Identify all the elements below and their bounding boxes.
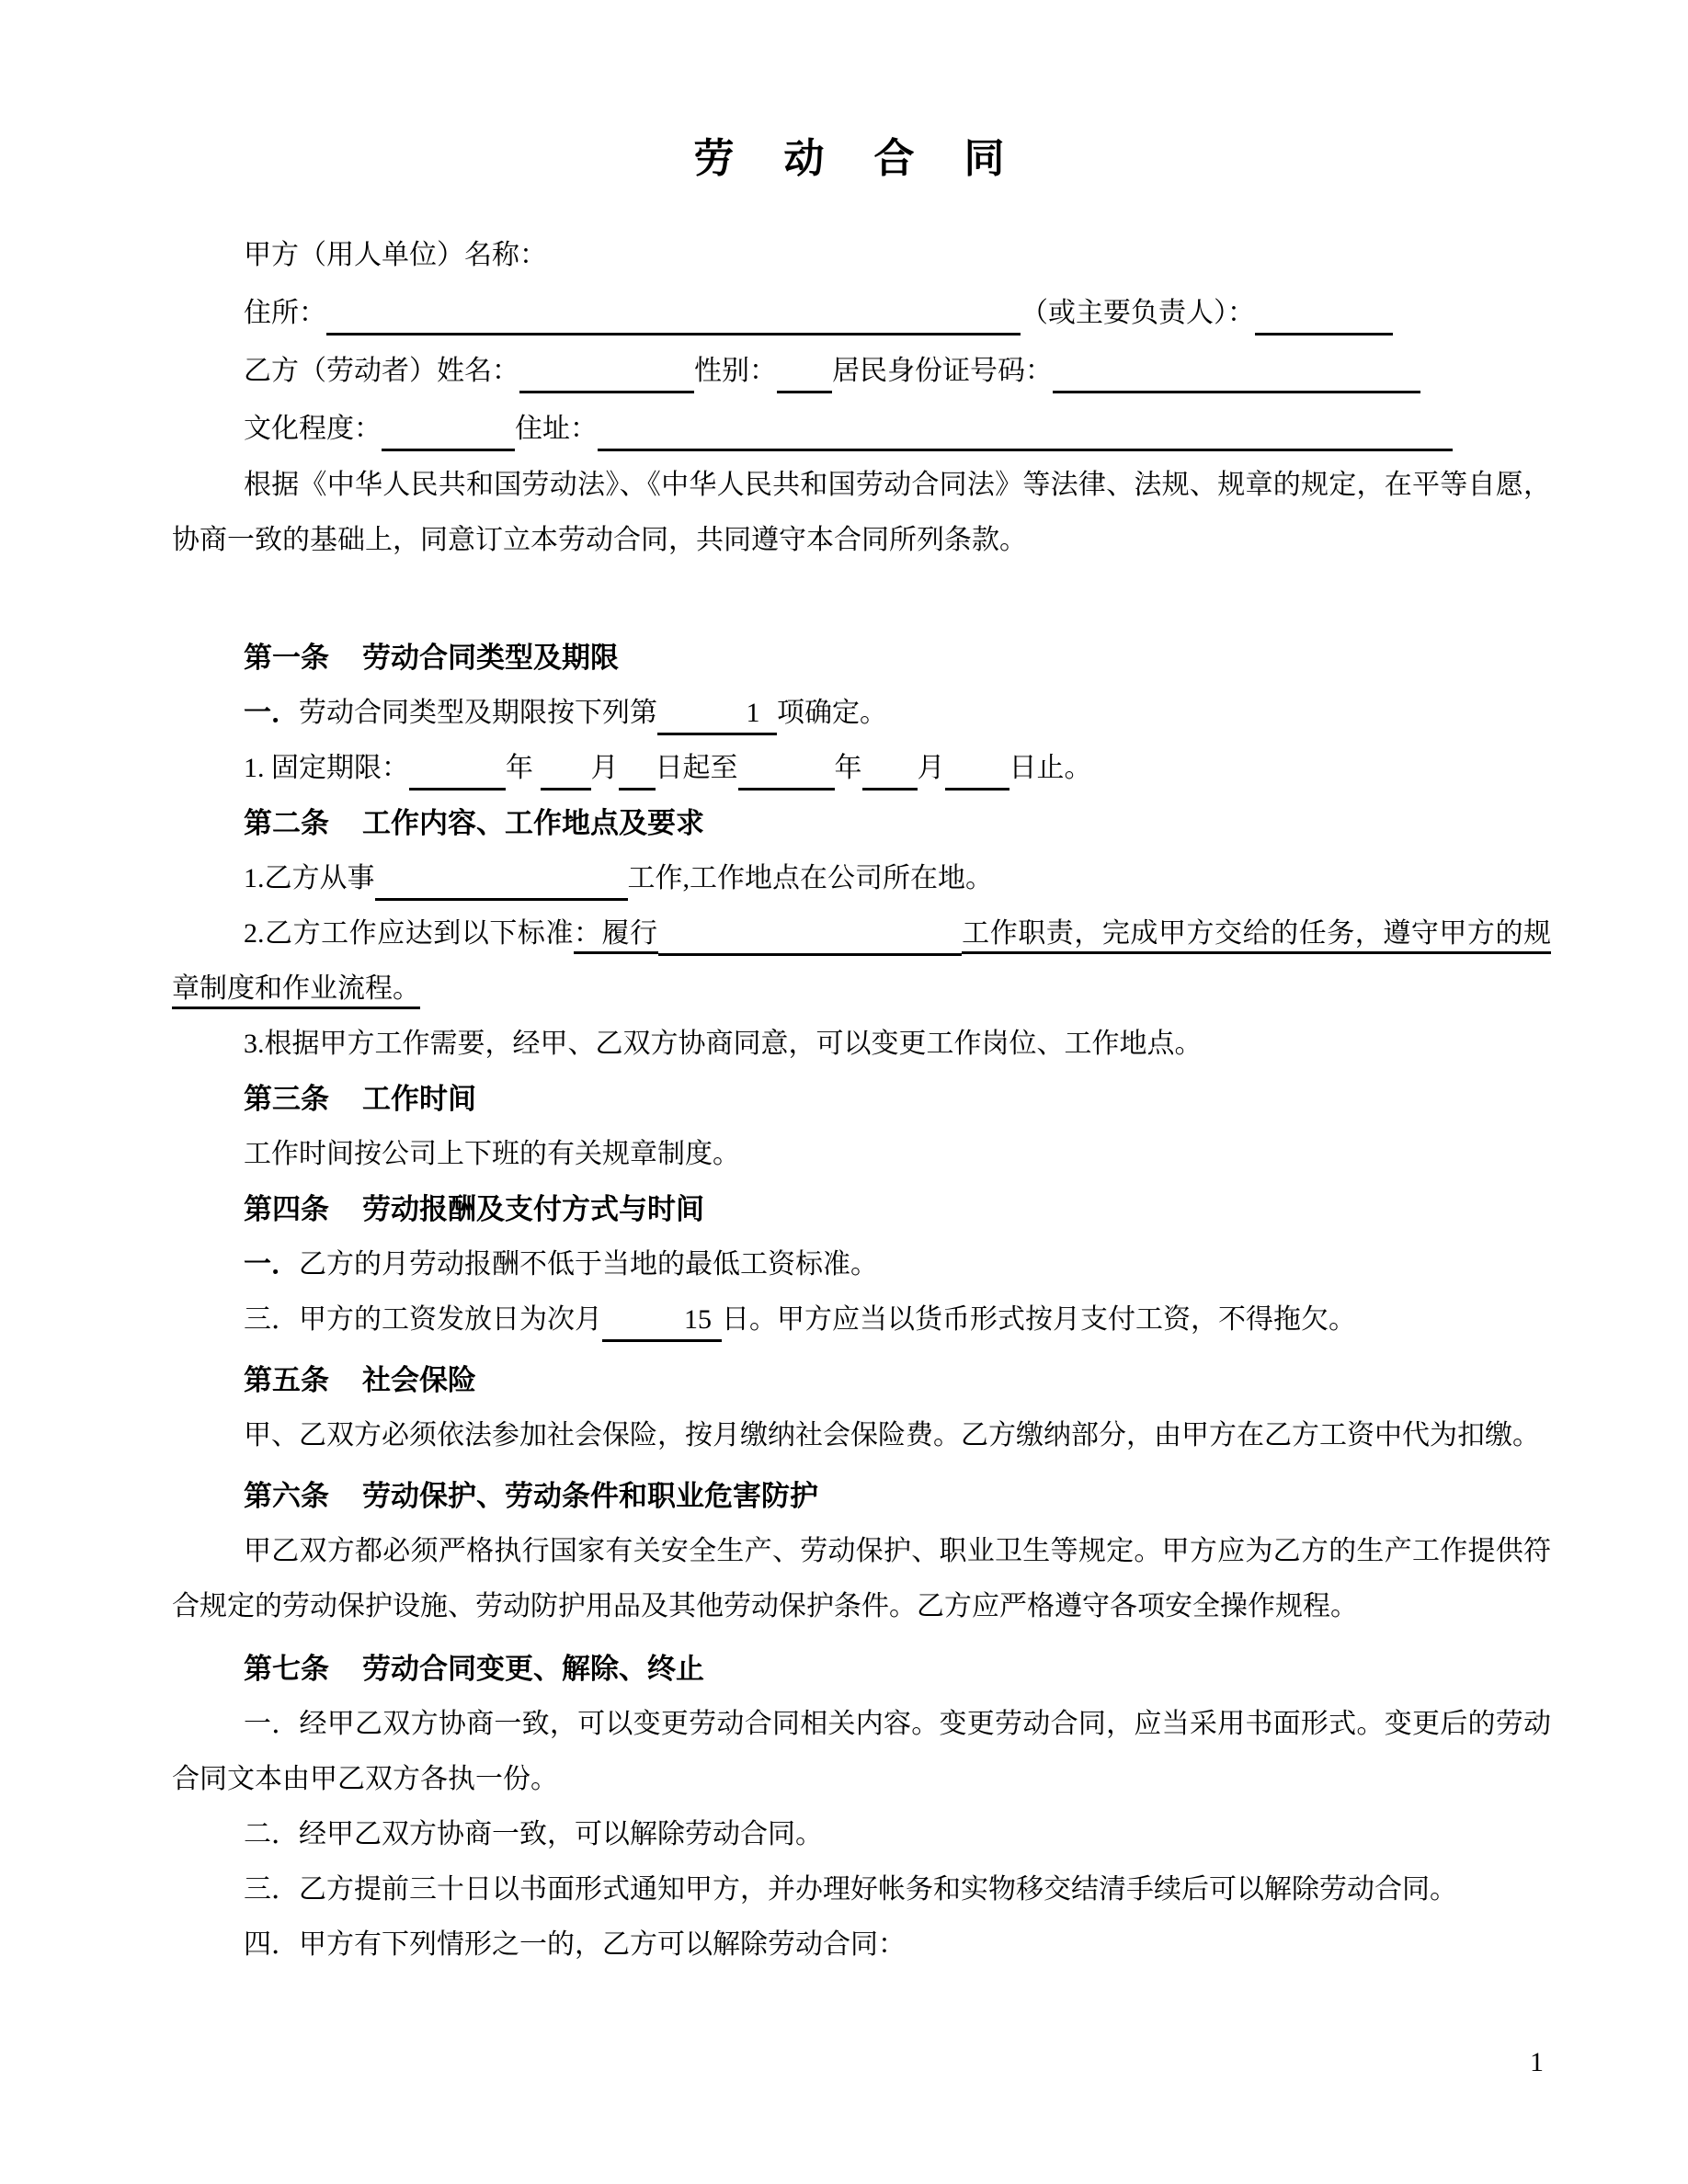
clause-4-heading xyxy=(172,1182,1551,1237)
text-segment: 乙方（劳动者）姓名： xyxy=(244,356,519,386)
clause-3-number: 第三条 xyxy=(244,1083,329,1115)
text-segment: 性别： xyxy=(694,356,777,386)
text-segment: 月 xyxy=(917,753,945,783)
text-segment: 甲方（用人单位）名称： xyxy=(244,240,547,270)
clause-3-title: 工作时间 xyxy=(362,1083,476,1115)
document-title: 劳动合同 xyxy=(693,136,1055,181)
text-segment: 年 xyxy=(506,753,541,783)
text-segment: 工作职责，完成甲方交给的任务，遵守甲方的规章制度和作业流程。 xyxy=(172,918,1551,1009)
form-line-residence xyxy=(172,284,1551,342)
text-segment: 文化程度： xyxy=(244,414,382,444)
blank-field xyxy=(382,410,515,451)
text-segment: 月 xyxy=(590,753,619,783)
blank-field: 1 xyxy=(657,694,777,735)
text-segment: 乙方的月劳动报酬不低于当地的最低工资标准。 xyxy=(299,1249,878,1280)
text-segment: 日起至 xyxy=(655,753,738,783)
clause-6-item-1: 甲乙双方都必须严格执行国家有关安全生产、劳动保护、职业卫生等规定。甲方应为乙方的生产工作提供符合规定的劳动保护设施、劳动防护用品及其他劳动保护条件。乙方应严格遵守各项安全操作规程。 xyxy=(172,1536,1551,1621)
clause-1-heading xyxy=(172,631,1551,686)
blank-field xyxy=(541,749,591,791)
text-segment: 三．甲方的工资发放日为次月 xyxy=(244,1304,602,1335)
clause-4-number: 第四条 xyxy=(244,1193,329,1225)
clause-3-item-1: 工作时间按公司上下班的有关规章制度。 xyxy=(244,1139,740,1169)
clause-4-title: 劳动报酬及支付方式与时间 xyxy=(362,1193,704,1225)
blank-field xyxy=(945,749,1009,791)
clause-4-item-1 xyxy=(172,1237,1551,1292)
form-line-education xyxy=(172,400,1551,458)
clause-2-item-2 xyxy=(172,906,1551,1017)
blank-field xyxy=(619,749,656,791)
text-segment: 日。甲方应当以货币形式按月支付工资，不得拖欠。 xyxy=(722,1304,1356,1335)
blank-field xyxy=(409,749,506,791)
text-segment: 住址： xyxy=(515,414,598,444)
form-line-party-b xyxy=(172,342,1551,400)
text-segment: 1. 固定期限： xyxy=(244,753,409,783)
clause-5-number: 第五条 xyxy=(244,1364,329,1396)
clause-5-heading xyxy=(172,1353,1551,1408)
clause-5-item-1: 甲、乙双方必须依法参加社会保险，按月缴纳社会保险费。乙方缴纳部分，由甲方在乙方工资中代为扣缴。 xyxy=(244,1420,1540,1450)
clause-1-number: 第一条 xyxy=(244,642,329,674)
text-segment: 项确定。 xyxy=(777,698,887,728)
clause-2-number: 第二条 xyxy=(244,807,329,839)
blank-field xyxy=(598,410,1453,451)
clause-1-title: 劳动合同类型及期限 xyxy=(362,642,619,674)
blank-field xyxy=(777,352,832,393)
text-segment: ：履行 xyxy=(574,918,658,954)
text-segment: （或主要负责人）： xyxy=(1021,298,1255,328)
page-number: 1 xyxy=(1530,2047,1544,2077)
blank-field xyxy=(326,294,1021,336)
text-segment: 工作,工作地点在公司所在地。 xyxy=(627,863,993,893)
clause-7-item-1: 一．经甲乙双方协商一致，可以变更劳动合同相关内容。变更劳动合同，应当采用书面形式。变更后的劳动合同文本由甲乙双方各执一份。 xyxy=(172,1709,1551,1794)
clause-4-item-2 xyxy=(172,1292,1551,1348)
clause-2-item-3: 3.根据甲方工作需要，经甲、乙双方协商同意，可以变更工作岗位、工作地点。 xyxy=(244,1029,1203,1059)
text-segment: 住所： xyxy=(244,298,326,328)
clause-7-item-4: 四．甲方有下列情形之一的，乙方可以解除劳动合同： xyxy=(244,1929,906,1960)
text-segment: 1.乙方从事 xyxy=(244,863,375,893)
text-segment: 一． xyxy=(244,1249,299,1280)
text-segment: 日止。 xyxy=(1009,753,1092,783)
text-segment: 一． xyxy=(244,698,299,728)
clause-7-number: 第七条 xyxy=(244,1653,329,1685)
clause-5-title: 社会保险 xyxy=(362,1364,476,1396)
blank-field xyxy=(862,749,918,791)
blank-field xyxy=(519,352,694,393)
clause-7-title: 劳动合同变更、解除、终止 xyxy=(362,1653,704,1685)
clause-2-item-1 xyxy=(172,851,1551,906)
clause-6-heading xyxy=(172,1469,1551,1524)
clause-1-item-2 xyxy=(172,741,1551,796)
form-line-party-a xyxy=(172,226,1551,284)
text-segment: 年 xyxy=(834,753,862,783)
text-segment: 居民身份证号码： xyxy=(832,356,1053,386)
clause-6-title: 劳动保护、劳动条件和职业危害防护 xyxy=(362,1480,818,1512)
clause-7-item-2: 二．经甲乙双方协商一致，可以解除劳动合同。 xyxy=(244,1819,823,1849)
clause-2-title: 工作内容、工作地点及要求 xyxy=(362,807,704,839)
blank-field xyxy=(1255,294,1393,336)
text-segment: 劳动合同类型及期限按下列第 xyxy=(299,698,657,728)
clause-7-item-3: 三．乙方提前三十日以书面形式通知甲方，并办理好帐务和实物移交结清手续后可以解除劳动合同。 xyxy=(244,1874,1457,1905)
clause-6-number: 第六条 xyxy=(244,1480,329,1512)
blank-field xyxy=(658,915,962,956)
blank-field xyxy=(375,859,628,901)
clause-3-heading xyxy=(172,1072,1551,1127)
clause-2-heading xyxy=(172,796,1551,851)
clause-7-heading xyxy=(172,1642,1551,1697)
clause-1-item-1 xyxy=(172,686,1551,741)
blank-field xyxy=(738,749,835,791)
page-content xyxy=(172,129,1551,1973)
blank-field: 15 xyxy=(602,1301,722,1342)
text-segment: 2.乙方工作应达到以下标准 xyxy=(244,918,574,949)
blank-field xyxy=(1053,352,1420,393)
preamble-paragraph: 根据《中华人民共和国劳动法》、《中华人民共和国劳动合同法》等法律、法规、规章的规定，在平等自愿，协商一致的基础上，同意订立本劳动合同，共同遵守本合同所列条款。 xyxy=(172,470,1551,555)
